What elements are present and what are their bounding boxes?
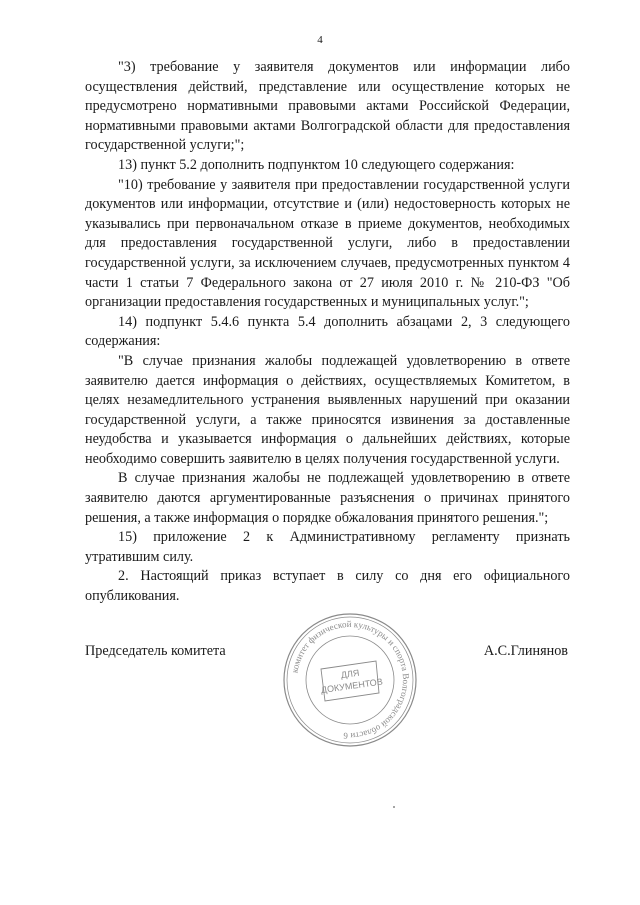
paragraph: "В случае признания жалобы подлежащей удовлетворению в ответе заявителю дается информация о действиях, осуществляемых Комитетом, в целях незамедлительного устранения выявленных нарушений при оказании государственной услуги, а также приносятся извинения за доставленные неудобства и указывается информация о дальнейших действиях, которые необходимо совершить заявителю в целях получения государственной услуги.: [85, 352, 570, 467]
stamp-seal-graphic: [281, 611, 419, 749]
paragraph: 13) пункт 5.2 дополнить подпунктом 10 следующего содержания:: [118, 156, 515, 173]
signatory-name: А.С.Глинянов: [483, 643, 568, 659]
scan-speck: [393, 806, 395, 808]
stamp-center-line: ДЛЯ: [340, 667, 361, 681]
stamp-ring-text: комитет физической культуры и спорта Волгоградской области 6: [289, 618, 412, 742]
official-stamp: [281, 611, 419, 749]
document-body: [85, 58, 570, 607]
paragraph: "3) требование у заявителя документов или информации либо осуществления действий, представление или осуществление которых не предусмотрено нормативными правовыми актами Российской Федерации, нормативными правовыми актами Волгоградской области для предоставления государственной услуги;";: [85, 59, 570, 154]
paragraph: 2. Настоящий приказ вступает в силу со дня его официального опубликования.: [85, 568, 570, 605]
paragraph: В случае признания жалобы не подлежащей удовлетворению в ответе заявителю даются аргументированные разъяснения о причинах принятого решения, а также информация о порядке обжалования принятого решения.";: [85, 470, 570, 526]
stamp-ink: [284, 614, 416, 746]
signatory-position: Председатель комитета: [85, 643, 226, 659]
paragraph: 14) подпункт 5.4.6 пункта 5.4 дополнить абзацами 2, 3 следующего содержания:: [85, 313, 570, 350]
stamp-center-line: ДОКУМЕНТОВ: [320, 676, 384, 696]
paragraph: "10) требование у заявителя при предоставлении государственной услуги документов или информации, отсутствие и (или) недостоверность которых не указывались при первоначальном отказе в приеме документов, необходимых для предоставления государственной услуги, либо в предоставлении государственной услуги, за исключением случаев, предусмотренных пунктом 4 части 1 статьи 7 Федерального закона от 27 июля 2010 г. № 210-ФЗ "Об организации предоставления государственных и муниципальных услуг.";: [85, 176, 570, 311]
page-number: 4: [317, 34, 323, 46]
paragraph: 15) приложение 2 к Административному регламенту признать утратившим силу.: [85, 529, 570, 565]
